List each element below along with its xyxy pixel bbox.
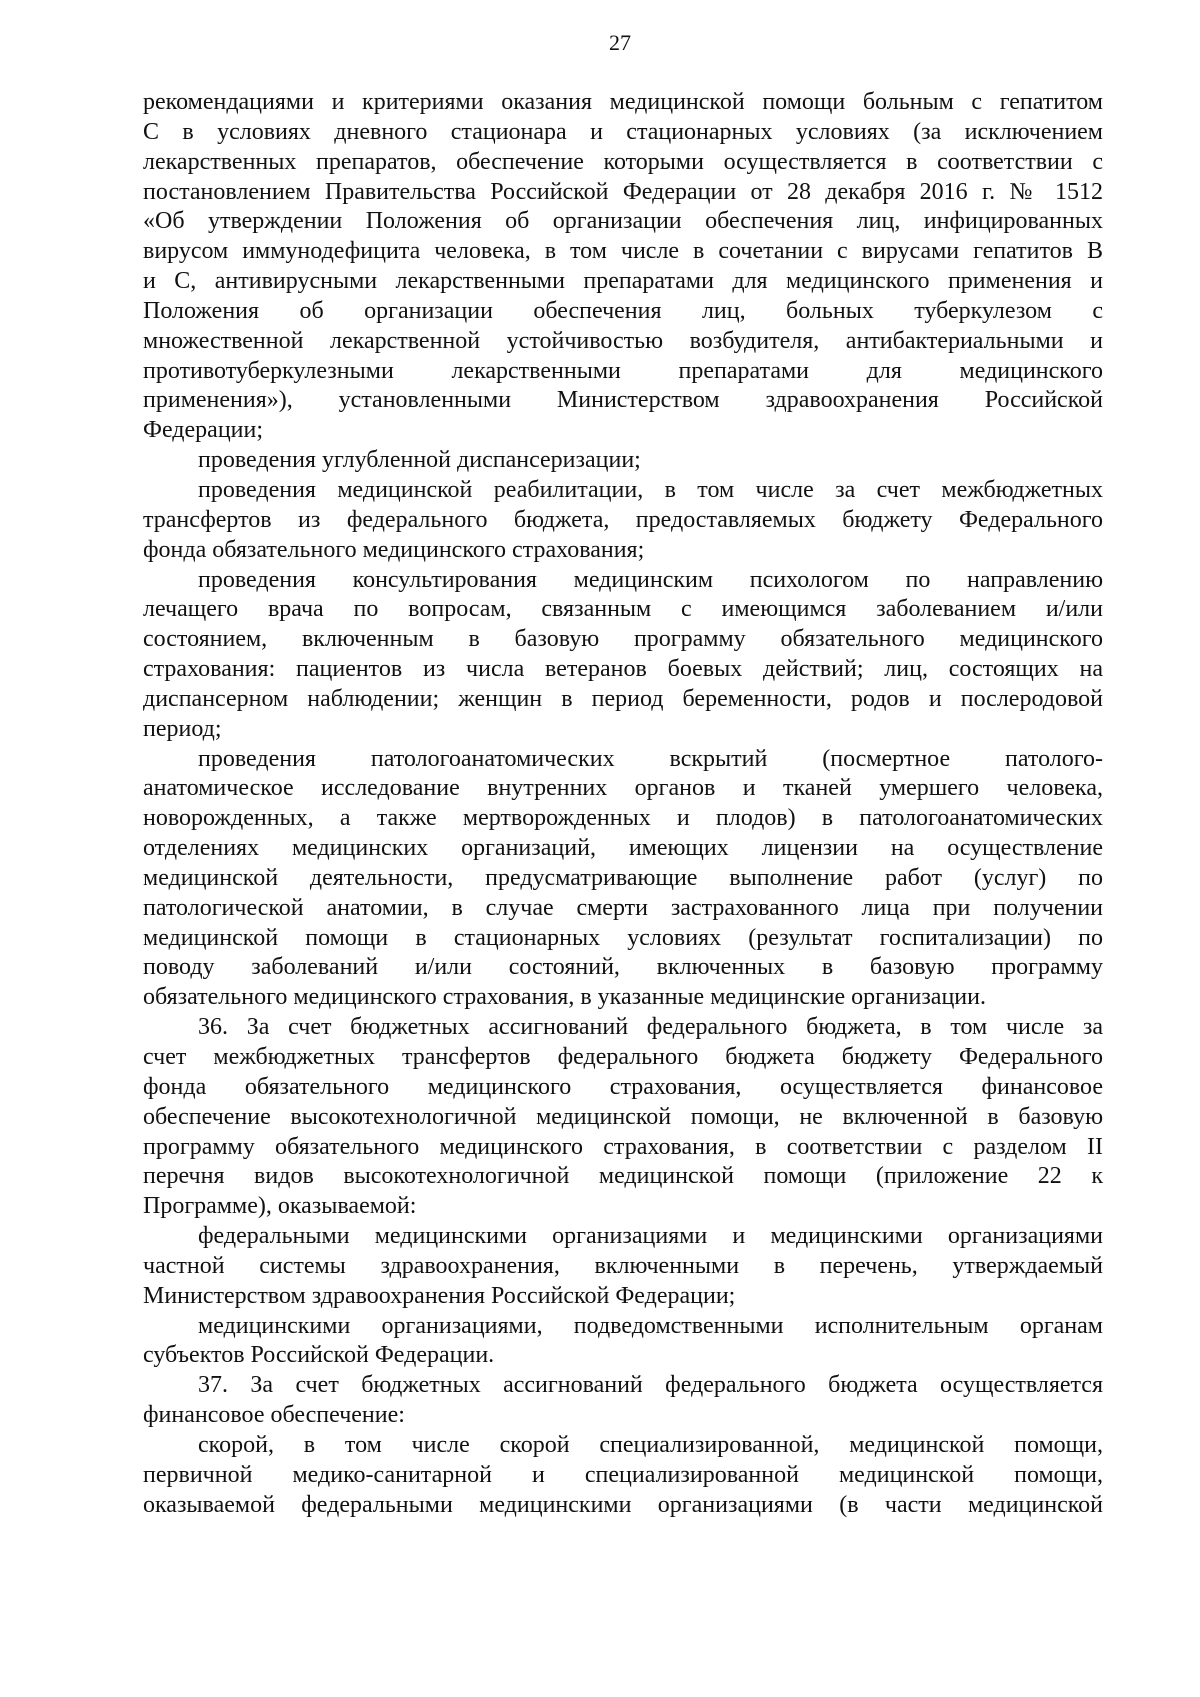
text-line: Программе), оказываемой: xyxy=(143,1193,417,1220)
text-line: анатомическое исследование внутренних органов и тканей умершего человека, xyxy=(143,775,1103,802)
text-line: перечня видов высокотехнологичной медицинской помощи (приложение 22 к xyxy=(143,1163,1103,1190)
paragraph xyxy=(143,745,1103,1014)
text-line: противотуберкулезными лекарственными препаратами для медицинского xyxy=(143,357,1103,384)
text-line: рекомендациями и критериями оказания медицинской помощи больным с гепатитом xyxy=(143,89,1103,115)
text-line: счет межбюджетных трансфертов федерального бюджета бюджету Федерального xyxy=(143,1044,1103,1070)
text-line: С в условиях дневного стационара и стационарных условиях (за исключением xyxy=(143,118,1103,145)
paragraph xyxy=(143,1371,1103,1431)
text-line: медицинской помощи в стационарных условиях (результат госпитализации) по xyxy=(143,924,1103,951)
text-line: новорожденных, а также мертворожденных и плодов) в патологоанатомических xyxy=(143,805,1103,832)
text-line: и С, антивирусными лекарственными препаратами для медицинского применения и xyxy=(143,268,1103,295)
text-line: скорой, в том числе скорой специализированной, медицинской помощи, xyxy=(198,1431,1103,1458)
text-line: отделениях медицинских организаций, имеющих лицензии на осуществление xyxy=(143,835,1103,862)
paragraph xyxy=(143,1312,1103,1372)
text-line: Министерством здравоохранения Российской Федерации; xyxy=(143,1282,736,1309)
text-line: проведения медицинской реабилитации, в том числе за счет межбюджетных xyxy=(198,476,1103,503)
text-line: проведения консультирования медицинским психологом по направлению xyxy=(198,566,1103,593)
paragraph xyxy=(143,566,1103,745)
text-line: Положения об организации обеспечения лиц, больных туберкулезом с xyxy=(143,297,1103,324)
text-line: медицинскими организациями, подведомственными исполнительным органам xyxy=(198,1312,1103,1339)
text-line: диспансерном наблюдении; женщин в период беременности, родов и послеродовой xyxy=(143,685,1103,712)
text-line: оказываемой федеральными медицинскими организациями (в части медицинской xyxy=(143,1491,1103,1518)
paragraph xyxy=(143,1013,1103,1222)
text-line: трансфертов из федерального бюджета, предоставляемых бюджету Федерального xyxy=(143,506,1103,533)
text-line: субъектов Российской Федерации. xyxy=(143,1342,495,1369)
text-line: фонда обязательного медицинского страхования; xyxy=(143,536,645,563)
text-line: федеральными медицинскими организациями и медицинскими организациями xyxy=(198,1223,1103,1250)
text-line: патологической анатомии, в случае смерти застрахованного лица при получении xyxy=(143,894,1103,921)
text-line: программу обязательного медицинского страхования, в соответствии с разделом II xyxy=(143,1133,1103,1160)
document-body xyxy=(143,88,1103,1521)
paragraph xyxy=(143,1222,1103,1312)
text-line: множественной лекарственной устойчивостью возбудителя, антибактериальными и xyxy=(143,327,1103,354)
text-line: проведения патологоанатомических вскрытий (посмертное патолого- xyxy=(198,745,1103,772)
text-line: постановлением Правительства Российской Федерации от 28 декабря 2016 г. № 1512 xyxy=(143,178,1103,205)
text-line: обязательного медицинского страхования, в указанные медицинские организации. xyxy=(143,984,986,1011)
paragraph xyxy=(143,446,1103,476)
text-line: фонда обязательного медицинского страхования, осуществляется финансовое xyxy=(143,1073,1103,1100)
text-line: медицинской деятельности, предусматривающие выполнение работ (услуг) по xyxy=(143,864,1103,891)
text-line: вирусом иммунодефицита человека, в том числе в сочетании с вирусами гепатитов В xyxy=(143,238,1103,265)
paragraph xyxy=(143,88,1103,446)
text-line: Федерации; xyxy=(143,417,264,444)
page-number: 27 xyxy=(609,30,631,55)
text-line: поводу заболеваний и/или состояний, включенных в базовую программу xyxy=(143,954,1103,981)
paragraph xyxy=(143,1431,1103,1521)
text-line: лечащего врача по вопросам, связанным с имеющимся заболеванием и/или xyxy=(143,596,1103,623)
text-line: «Об утверждении Положения об организации обеспечения лиц, инфицированных xyxy=(143,208,1103,235)
text-line: состоянием, включенным в базовую программу обязательного медицинского xyxy=(143,626,1103,653)
text-line: лекарственных препаратов, обеспечение которыми осуществляется в соответствии с xyxy=(143,148,1103,175)
text-line: 37. За счет бюджетных ассигнований федерального бюджета осуществляется xyxy=(198,1372,1103,1399)
text-line: первичной медико-санитарной и специализированной медицинской помощи, xyxy=(143,1461,1103,1488)
text-line: период; xyxy=(143,715,222,742)
text-line: страхования: пациентов из числа ветеранов боевых действий; лиц, состоящих на xyxy=(143,656,1103,683)
text-line: финансовое обеспечение: xyxy=(143,1402,405,1429)
text-line: 36. За счет бюджетных ассигнований федерального бюджета, в том числе за xyxy=(198,1014,1103,1041)
text-line: обеспечение высокотехнологичной медицинской помощи, не включенной в базовую xyxy=(143,1103,1103,1130)
paragraph xyxy=(143,476,1103,566)
text-line: применения»), установленными Министерством здравоохранения Российской xyxy=(143,387,1103,414)
text-line: частной системы здравоохранения, включенными в перечень, утверждаемый xyxy=(143,1252,1103,1279)
text-line: проведения углубленной диспансеризации; xyxy=(198,447,641,474)
